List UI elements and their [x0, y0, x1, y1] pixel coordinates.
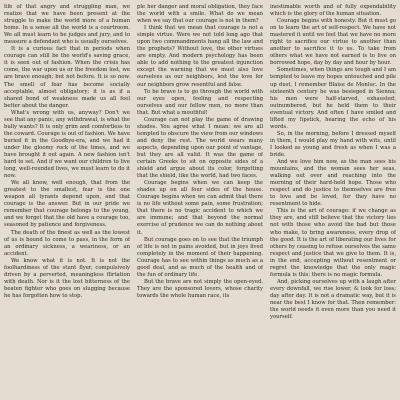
paragraph: ple her danger and moral obligation, they face the world with a smile. What do we mean when we say that our courage is not in them? [137, 4, 263, 25]
paragraph: And, picking ourselves up with a laugh after every downfall, we rise lower, & look for loss; day after day. It is not a dramatic way, but it is near the best I know for that. Then remember: the world needs it even more than you need it yourself. [270, 278, 396, 321]
paragraph: But courage goes on to see that the triumph of life is not in pains avoided, but in joys lived completely in the moment of their happening. Courage has to see within things as much as a good deal, and as much of the health and of the fun of ordinary life. [137, 236, 263, 278]
paragraph: life of that angry and struggling man, we realize that we have been present at the struggle to make the world more of a human home. In a sense all the world is a courtroom. We all must learn to be judges and jury, and to measure a defendant who is usually ourselves. [4, 4, 130, 46]
paragraph: It is a curious fact that in periods when courage can still be the world's saving grace, it is seen out of fashion. When the crisis has come, the war upon us or the freedom lost, we are brave enough; but not before. It is so now. The smell of fear has become socially acceptable, almost obligatory; it is as if a shared bond of weakness made us all feel better about the danger. [4, 46, 130, 109]
paragraph: The death of the finest as well as the lowest of us is bound to come to pass, in the form of an ordinary sickness, a weariness, or an accident. [4, 229, 130, 257]
text-column-right [270, 4, 396, 400]
paragraph: This is the art of courage: if we change as they are, and still believe that the victory lies not with those who avoid the bad but those who make, to bring awareness, every drop of the good. It is the art of liberating our lives for others by ceasing to refuse ourselves the same respect and justice that we give to them. It is, in the end, accepting without resentment or regret the knowledge that the only magic formula is this: there is no magic formula. [270, 208, 396, 278]
paragraph: And we love him now, as the man sees his mountains, and the woman sees her seas, walking out over and reaching into the morning of their hard-held hope. Those who respect and do justice to themselves are free to love and be loved, for they have no resentment to hide. [270, 159, 396, 208]
paragraph: Courage begins when we can keep the shades up on all four sides of the house. Courage begins when we can admit that there is no life without some pain, some frustration; that there is no tragic accident to which we are immune; and that beyond the normal exercise of prudence we can do nothing about it. [137, 180, 263, 236]
paragraph: Courage begins with honesty. But it must go on to learn the art of self-respect. We have not mastered it until we feel that we have no more right to sacrifice our virtue to another than another to sacrifice it to us. To take from others what we have not earned is to live on borrowed hope, day by day and hour by hour. [270, 18, 396, 67]
text-column-left [4, 4, 130, 400]
paragraph: But the brave are not simply the open-eyed. They are the sponsored lovers, whose charity towards the whole human race, its [137, 278, 263, 299]
paragraph: To be brave is to go through the world with our eyes open, feeling and respecting ourselves and our fellow men, no more than that. But what a mouthful! [137, 88, 263, 116]
paragraph: inestimable worth and of fully expendability which is the glory of the human situation. [270, 4, 396, 18]
paragraph: What's wrong with us, anyway? Don't we see that any panic, any withdrawal, is what the bully wants? It is only grim and comfortless to the coward. Courage is out of fashion. We have buried it in the Goodbye-era, and we had it under the gloomy rock of the times, and we have brought it out again. A new fashion isn't hard to set. And if we want our children to live long, well-rounded lives, we must learn to do it now. [4, 109, 130, 180]
paragraph: So, in the morning, before I dressed myself in them, I would play my hand with wits, until I looked as young and fresh as when I was a bride. [270, 130, 396, 158]
paragraph: We know what it is not. It is not the foolhardiness of the stunt flyer, compulsively driven by a perverted, meaningless flirtation with death. Nor is it the lost bitterness of the beaten fighter who goes on slugging because he has forgotten how to stop. [4, 257, 130, 299]
paragraph: I think that we mean that courage is not a simple virtue. Were we not told long ago that upon two commandments hang all the law and the prophets? Without love, the other virtues are empty. And modern psychology has been able to add nothing to the greatest injunction except the warning that we must also love ourselves as our neighbors, lest the love for our neighbors grow resentful and false. [137, 25, 263, 88]
paragraph: Courage can not play the game of drawing shades. You agree what I mean: we are all tempted to obscure the view from our windows and deny the rest. The world wears many aspects, depending upon our point of vantage, but they are all valid. It was the game of certain Greeks to sit on opposite sides of a shield and argue about its color, forgetting that the shield, like the world, had two faces. [137, 116, 263, 180]
text-column-middle [137, 4, 263, 400]
paragraph: We all know, well enough, that from the greatest to the smallest, fear is the one weapon all tyrants depend upon, and that courage is the answer. But in our pride we remember that courage belongs to the young, and we forget that the old have a courage too, seasoned by patience and forgiveness. [4, 180, 130, 229]
paragraph: Sometimes, when things are tough and I am tempted to leave my hopes untouched and pile up dust, I remember Blaise de Monluc. In the sixteenth century he was besieged in Sienna; his men were half-starved, exhausted, outnumbered, but he held them to their eventual victory. And often I have smiled and lifted my lipstick, hearing the echo of his words. [270, 67, 396, 130]
